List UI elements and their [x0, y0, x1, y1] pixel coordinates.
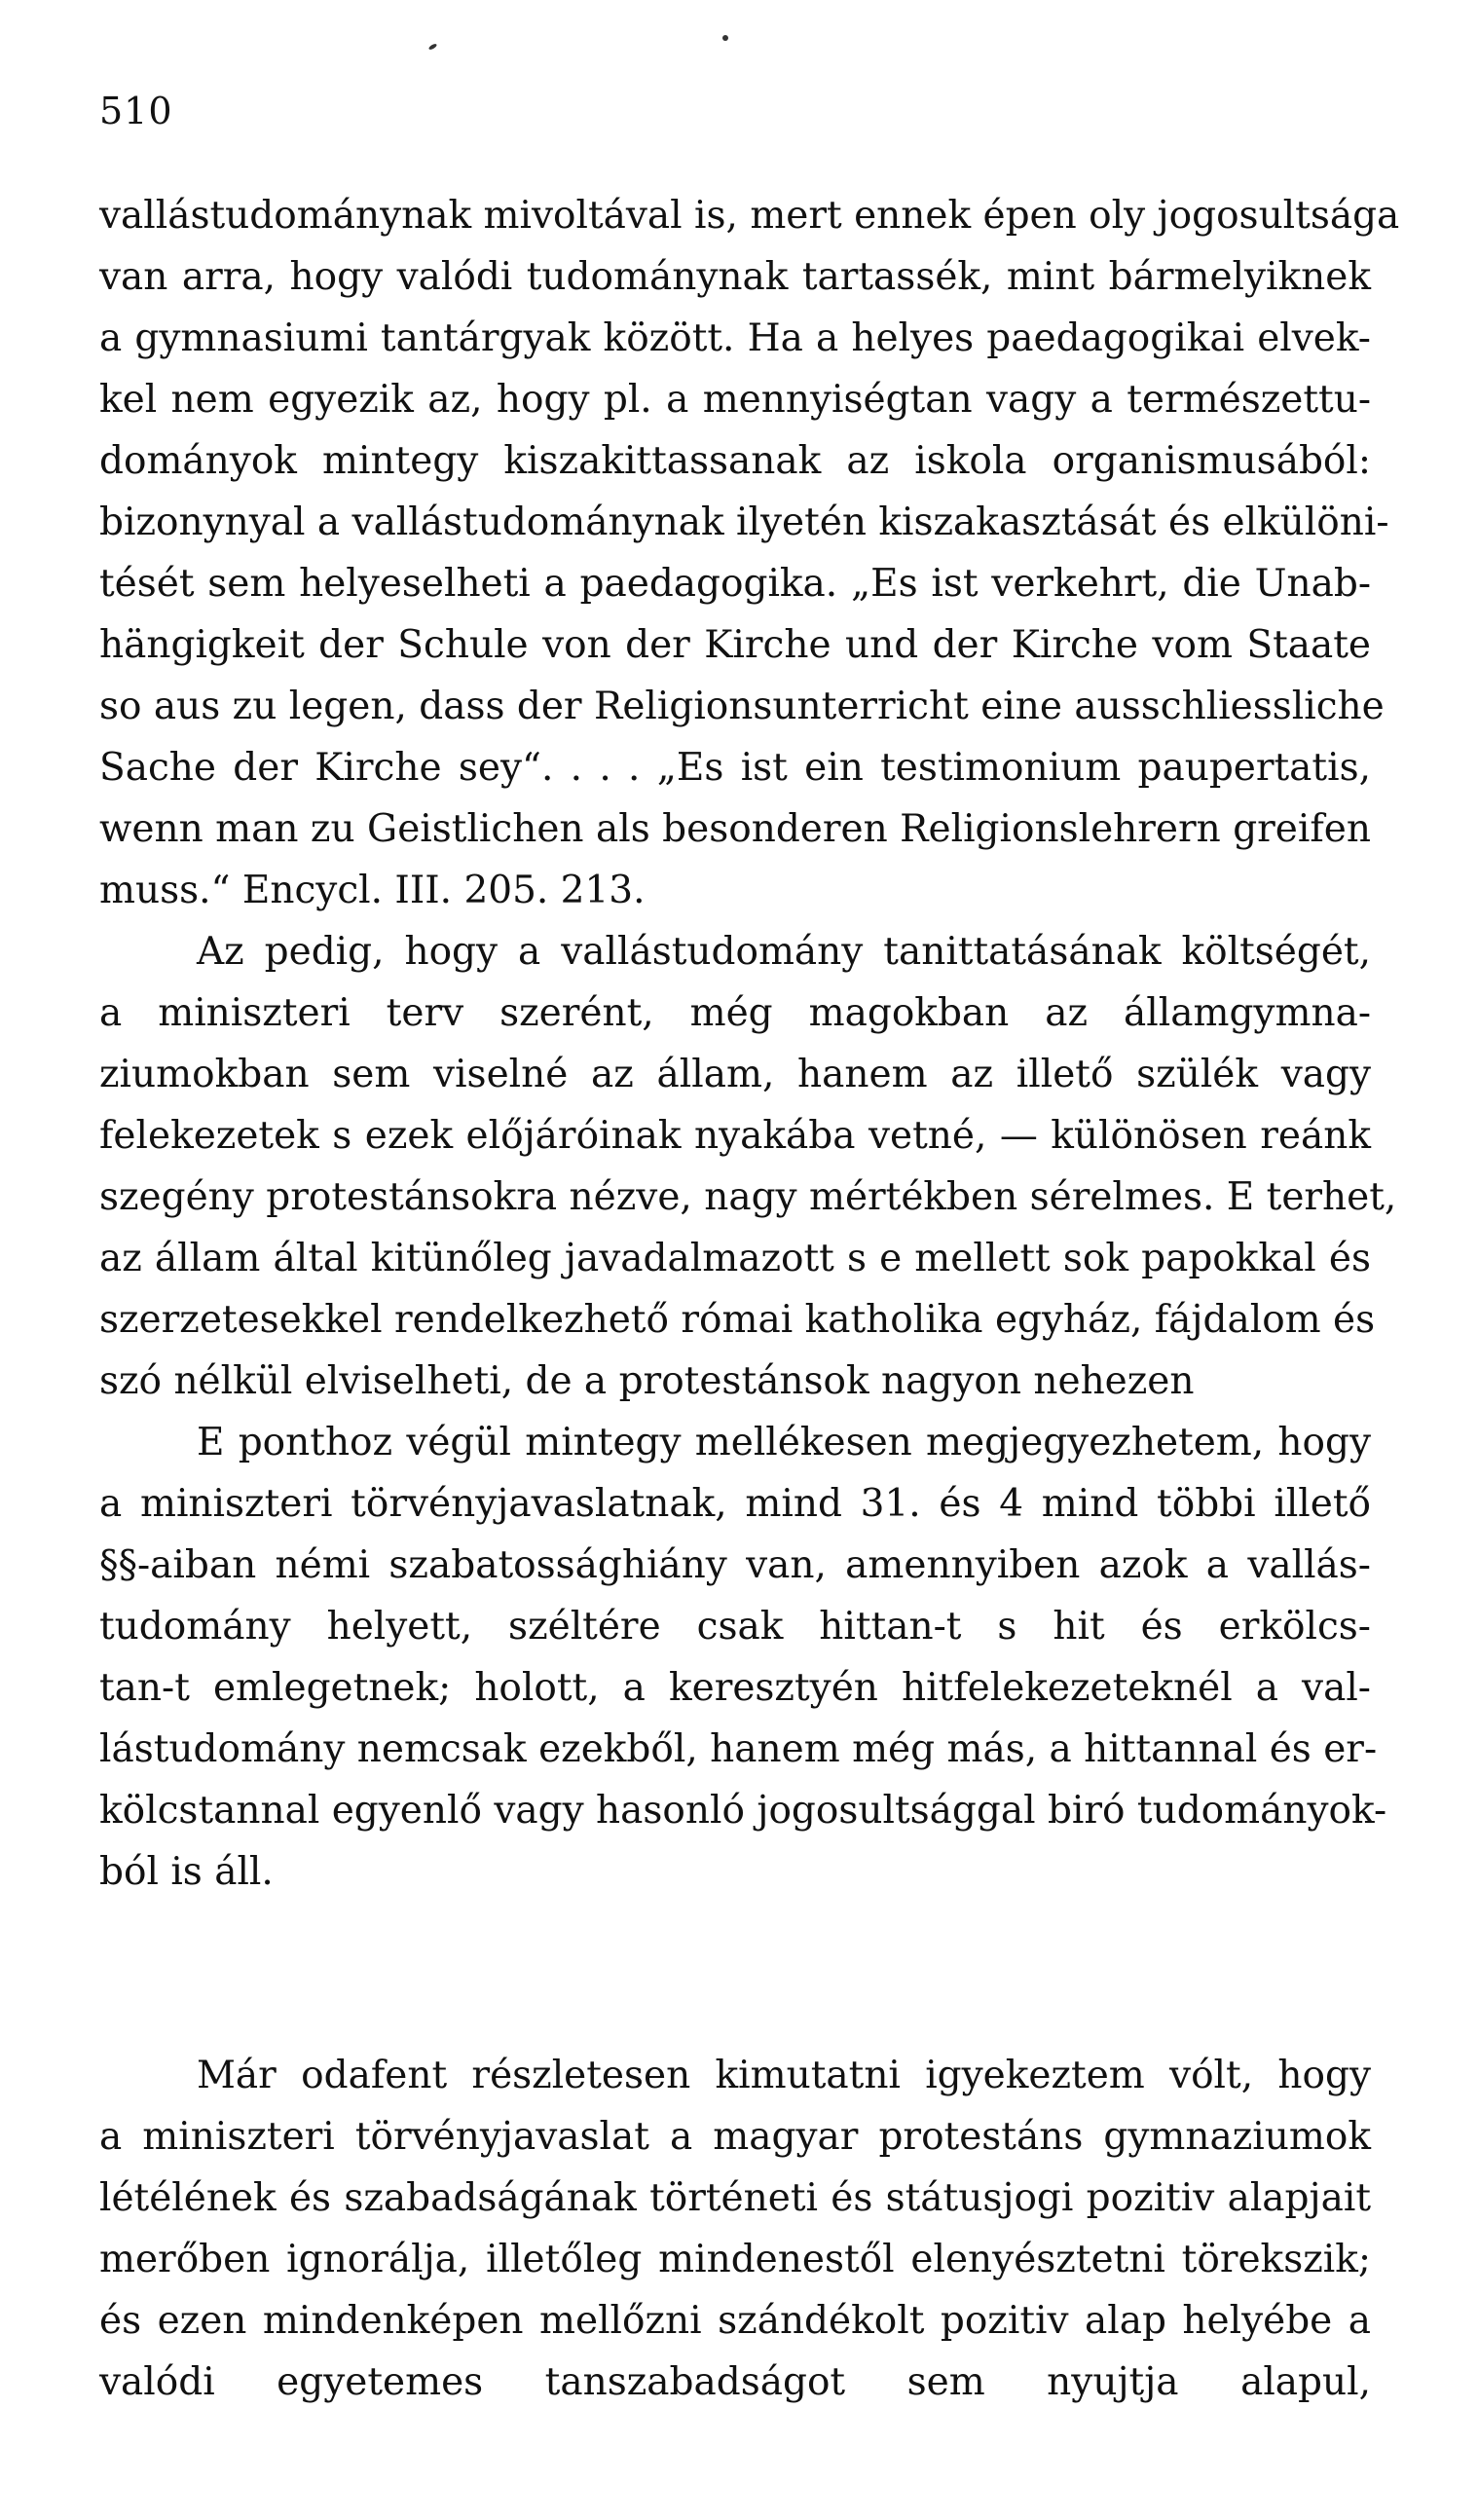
text-line: van arra, hogy valódi tudománynak tartassék, mint bármelyiknek: [99, 255, 1371, 299]
text-line: lástudomány nemcsak ezekből, hanem még más, a hittannal és er-: [99, 1727, 1378, 1771]
text-line: dományok mintegy kiszakittassanak az iskola organismusából:: [99, 439, 1371, 483]
text-line: szegény protestánsokra nézve, nagy mértékben sérelmes. E terhet,: [99, 1175, 1397, 1219]
page-number: 510: [99, 90, 173, 132]
paragraph-4: [99, 2045, 1371, 2413]
text-line: E ponthoz végül mintegy mellékesen megjegyezhetem, hogy: [197, 1421, 1371, 1464]
paragraph-3: [99, 1412, 1387, 1903]
text-line: szerzetesekkel rendelkezhető római katholika egyház, fájdalom és: [99, 1298, 1376, 1342]
text-line: so aus zu legen, dass der Religionsunterricht eine ausschliessliche: [99, 685, 1385, 728]
text-line: tését sem helyeselheti a paedagogika. „Es ist verkehrt, die Unab-: [99, 562, 1371, 606]
text-line: a gymnasiumi tantárgyak között. Ha a helyes paedagogikai elvek-: [99, 316, 1371, 360]
text-line: vallástudománynak mivoltával is, mert ennek épen oly jogosultsága: [99, 194, 1400, 238]
text-line: a miniszteri terv szerént, még magokban az államgymna-: [99, 991, 1371, 1035]
text-line: a miniszteri törvényjavaslat a magyar protestáns gymnaziumok: [99, 2115, 1371, 2159]
text-line: Már odafent részletesen kimutatni igyekeztem vólt, hogy: [197, 2054, 1371, 2097]
text-line: valódi egyetemes tanszabadságot sem nyujtja alapul,: [99, 2360, 1371, 2404]
text-line: Sache der Kirche sey“. . . . „Es ist ein testimonium paupertatis,: [99, 746, 1371, 790]
text-line: felekezetek s ezek előjáróinak nyakába vetné, — különösen reánk: [99, 1114, 1371, 1158]
text-line: és ezen mindenképen mellőzni szándékolt pozitiv alap helyébe a: [99, 2299, 1371, 2343]
text-line: kölcstannal egyenlő vagy hasonló jogosultsággal biró tudományok-: [99, 1789, 1387, 1833]
text-line: wenn man zu Geistlichen als besonderen Religionslehrern greifen: [99, 807, 1371, 851]
text-line: §§-aiban némi szabatossághiány van, amennyiben azok a vallás-: [99, 1543, 1371, 1587]
text-line: ból is áll.: [99, 1850, 274, 1894]
print-speck: [722, 35, 728, 41]
text-line: merőben ignorálja, illetőleg mindenestől elenyésztetni törekszik;: [99, 2238, 1371, 2281]
text-line: létélének és szabadságának történeti és státusjogi pozitiv alapjait: [99, 2176, 1371, 2220]
print-speck: [428, 43, 438, 51]
paragraph-2: [99, 921, 1397, 1412]
text-line: tan-t emlegetnek; holott, a keresztyén hitfelekezeteknél a val-: [99, 1666, 1371, 1710]
text-line: bizonynyal a vallástudománynak ilyetén kiszakasztását és elkülöni-: [99, 500, 1389, 544]
text-line: szó nélkül elviselheti, de a protestánsok nagyon nehezen: [99, 1359, 1195, 1403]
text-line: kel nem egyezik az, hogy pl. a mennyiségtan vagy a természettu-: [99, 378, 1371, 422]
text-line: muss.“ Encycl. III. 205. 213.: [99, 869, 646, 912]
paragraph-1: [99, 185, 1400, 921]
text-line: ziumokban sem viselné az állam, hanem az illető szülék vagy: [99, 1053, 1371, 1096]
text-line: az állam által kitünőleg javadalmazott s e mellett sok papokkal és: [99, 1237, 1371, 1280]
text-line: Az pedig, hogy a vallástudomány tanittatásának költségét,: [197, 930, 1371, 974]
text-line: a miniszteri törvényjavaslatnak, mind 31. és 4 mind többi illető: [99, 1482, 1371, 1526]
text-line: tudomány helyett, széltére csak hittan-t s hit és erkölcs-: [99, 1605, 1371, 1649]
text-line: hängigkeit der Schule von der Kirche und der Kirche vom Staate: [99, 623, 1371, 667]
